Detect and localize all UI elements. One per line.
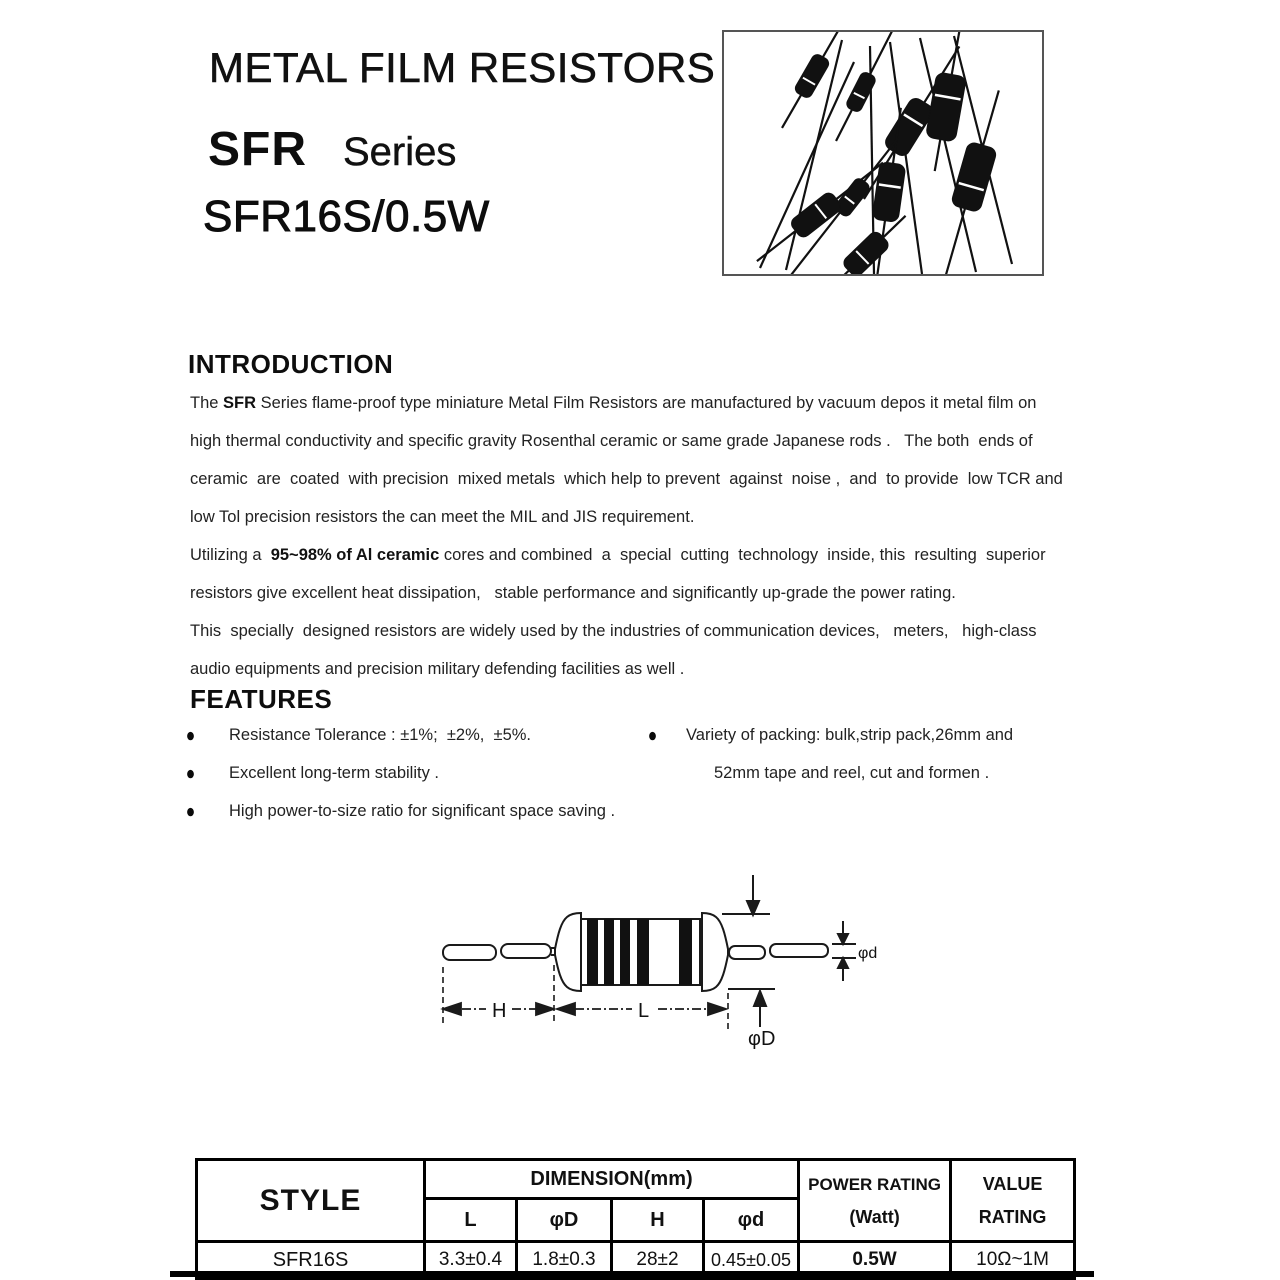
resistors-photo-frame — [722, 30, 1044, 276]
cell-power-value: 0.5W — [799, 1242, 951, 1279]
intro-line: resistors give excellent heat dissipation, stable performance and significantly up-grade the power rating. — [190, 584, 956, 602]
col-header-dimension: DIMENSION(mm) — [425, 1160, 799, 1199]
intro-line: ceramic are coated with precision mixed metals which help to prevent against noise , and to provide low TCR and — [190, 470, 1063, 488]
col-header-l: L — [425, 1199, 517, 1242]
resistor-dimension-diagram — [430, 865, 920, 1065]
series-name: SFR — [208, 123, 307, 176]
col-header-style: STYLE — [197, 1160, 425, 1242]
col-header-h: H — [612, 1199, 704, 1242]
resistor-bodies — [750, 32, 1013, 274]
label-phi-d-small: φd — [858, 945, 878, 962]
series-word: Series — [343, 130, 457, 174]
cell-value-rating: 10Ω~1M — [951, 1242, 1075, 1279]
page-title: METAL FILM RESISTORS — [209, 44, 716, 91]
bullet-icon: ● — [185, 724, 196, 747]
intro-line: Utilizing a 95~98% of Al ceramic cores and combined a special cutting technology inside, this resulting superior — [190, 546, 1046, 564]
feature-item-continuation: 52mm tape and reel, cut and formen . — [714, 764, 990, 782]
cell-phi-d-big-value: 1.8±0.3 — [517, 1242, 612, 1279]
feature-item: Variety of packing: bulk,strip pack,26mm and — [686, 726, 1014, 744]
intro-line: low Tol precision resistors the can meet the MIL and JIS requirement. — [190, 508, 695, 526]
cell-style-value: SFR16S — [197, 1242, 425, 1279]
cell-phi-d-small-value: 0.45±0.05 — [704, 1242, 799, 1279]
intro-line: The SFR Series flame-proof type miniature Metal Film Resistors are manufactured by vacuum depos it metal film on — [190, 394, 1037, 412]
cell-l-value: 3.3±0.4 — [425, 1242, 517, 1279]
spec-table — [195, 1158, 1076, 1280]
col-header-phi-d-big: φD — [517, 1199, 612, 1242]
col-header-phi-d-small: φd — [704, 1199, 799, 1242]
intro-line: audio equipments and precision military defending facilities as well . — [190, 660, 685, 678]
col-header-value-rating: VALUE RATING — [951, 1160, 1075, 1242]
feature-item: Excellent long-term stability . — [229, 764, 439, 782]
model-number: SFR16S/0.5W — [203, 192, 490, 241]
series-title — [208, 122, 456, 177]
feature-item: Resistance Tolerance : ±1%; ±2%, ±5%. — [229, 726, 532, 744]
label-h: H — [492, 1000, 507, 1022]
bullet-icon: ● — [185, 800, 196, 823]
col-header-power-rating: POWER RATING (Watt) — [799, 1160, 951, 1242]
label-phi-d-big: φD — [748, 1028, 776, 1050]
bottom-rule — [170, 1271, 1094, 1277]
feature-item: High power-to-size ratio for significant space saving . — [229, 802, 616, 820]
bullet-icon: ● — [647, 724, 658, 747]
intro-line: high thermal conductivity and specific gravity Rosenthal ceramic or same grade Japanese rods . The both ends of — [190, 432, 1033, 450]
introduction-paragraph — [190, 384, 1080, 688]
intro-line: This specially designed resistors are widely used by the industries of communication devices, meters, high-class — [190, 622, 1037, 640]
resistors-photo — [724, 32, 1042, 274]
cell-h-value: 28±2 — [612, 1242, 704, 1279]
introduction-heading: INTRODUCTION — [188, 349, 394, 379]
features-heading: FEATURES — [190, 684, 333, 714]
bullet-icon: ● — [185, 762, 196, 785]
label-l: L — [638, 1000, 650, 1022]
